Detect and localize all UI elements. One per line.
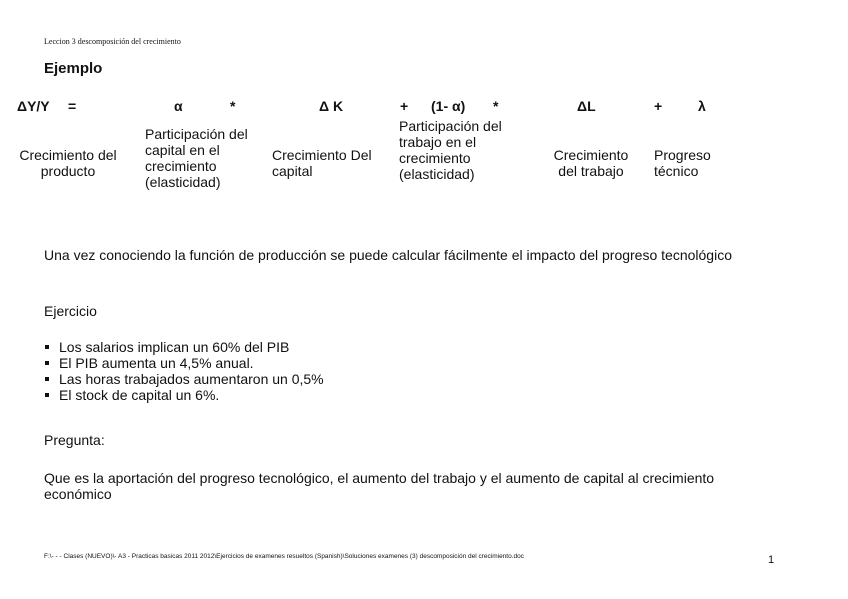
delta-l-symbol: ΔL bbox=[577, 98, 596, 114]
multiply-symbol: * bbox=[230, 98, 236, 114]
plus-symbol: + bbox=[400, 98, 409, 114]
equation-lhs: ΔY/Y bbox=[17, 98, 50, 114]
label-tech-progress: Progreso técnico bbox=[654, 147, 711, 179]
list-item: El stock de capital un 6%. bbox=[44, 387, 324, 403]
exercise-heading: Ejercicio bbox=[44, 303, 97, 319]
list-item: Los salarios implican un 60% del PIB bbox=[44, 339, 324, 355]
page-number: 1 bbox=[768, 554, 775, 566]
label-growth-capital: Crecimiento Del capital bbox=[272, 147, 372, 179]
question-heading: Pregunta: bbox=[44, 432, 105, 448]
footer-file-path: F:\- - - Clases (NUEVO)\- A3 - Practicas basicas 2011 2012\Ejercicios de examenes resueltos (Spanish)\Soluciones examenes (3) descomposición del crecimiento.doc bbox=[44, 553, 525, 560]
one-minus-alpha-symbol: (1- α) bbox=[431, 98, 466, 114]
header-note: Leccion 3 descomposición del crecimiento bbox=[44, 37, 181, 46]
intro-paragraph: Una vez conociendo la función de producción se puede calcular fácilmente el impacto del progreso tecnológico bbox=[44, 247, 732, 263]
label-labor-share: Participación del trabajo en el crecimiento (elasticidad) bbox=[399, 118, 502, 182]
label-capital-share: Participación del capital en el crecimiento (elasticidad) bbox=[145, 126, 248, 190]
label-growth-labor: Crecimiento del trabajo bbox=[553, 147, 629, 179]
list-item: El PIB aumenta un 4,5% anual. bbox=[44, 355, 324, 371]
list-item: Las horas trabajados aumentaron un 0,5% bbox=[44, 371, 324, 387]
alpha-symbol: α bbox=[174, 98, 183, 114]
exercise-bullets bbox=[44, 339, 324, 403]
page-title: Ejemplo bbox=[44, 60, 103, 77]
label-growth-product: Crecimiento del producto bbox=[19, 147, 117, 179]
plus-symbol: + bbox=[654, 98, 663, 114]
lambda-symbol: λ bbox=[698, 98, 706, 114]
multiply-symbol: * bbox=[493, 98, 499, 114]
equation-equals: = bbox=[68, 98, 77, 114]
question-paragraph: Que es la aportación del progreso tecnológico, el aumento del trabajo y el aumento de capital al crecimiento económico bbox=[44, 470, 715, 502]
delta-k-symbol: Δ K bbox=[319, 98, 344, 114]
